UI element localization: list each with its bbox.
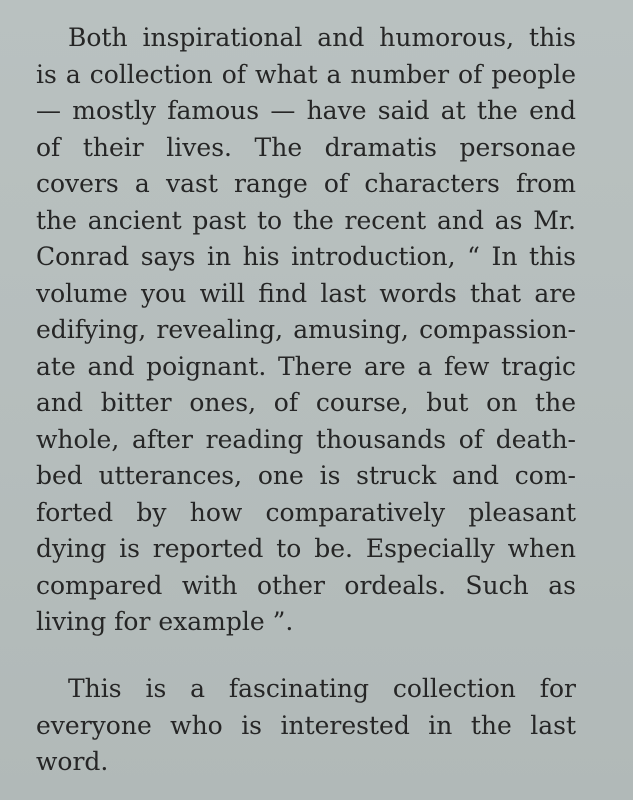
text-line: covers a vast range of characters from bbox=[36, 169, 576, 198]
text-line: living for example ”. bbox=[36, 607, 294, 636]
text-line: ate and poignant. There are a few tragic bbox=[36, 351, 576, 381]
text-line: is a collection of what a number of people bbox=[36, 59, 576, 89]
text-line: everyone who is interested in the last bbox=[36, 710, 576, 740]
text-line: Both inspirational and humorous, this bbox=[68, 23, 576, 52]
text-line: and bitter ones, of course, but on the bbox=[36, 388, 576, 417]
text-line: word. bbox=[36, 747, 109, 776]
text-line: — mostly famous — have said at the end bbox=[36, 96, 576, 125]
text-line: dying is reported to be. Especially when bbox=[36, 534, 576, 563]
text-line: bed utterances, one is struck and com- bbox=[36, 461, 576, 490]
paragraph-1 bbox=[36, 20, 576, 641]
text-line: This is a fascinating collection for bbox=[68, 674, 576, 703]
paragraph-2 bbox=[36, 671, 576, 781]
text-line: volume you will find last words that are bbox=[36, 278, 576, 308]
text-line: whole, after reading thousands of death- bbox=[36, 424, 576, 454]
text-line: forted by how comparatively pleasant bbox=[36, 497, 576, 527]
text-line: compared with other ordeals. Such as bbox=[36, 570, 576, 600]
text-line: edifying, revealing, amusing, compassion- bbox=[36, 315, 576, 344]
text-line: the ancient past to the recent and as Mr. bbox=[36, 205, 576, 235]
text-line: of their lives. The dramatis personae bbox=[36, 132, 576, 162]
text-line: Conrad says in his introduction, “ In this bbox=[36, 242, 576, 271]
